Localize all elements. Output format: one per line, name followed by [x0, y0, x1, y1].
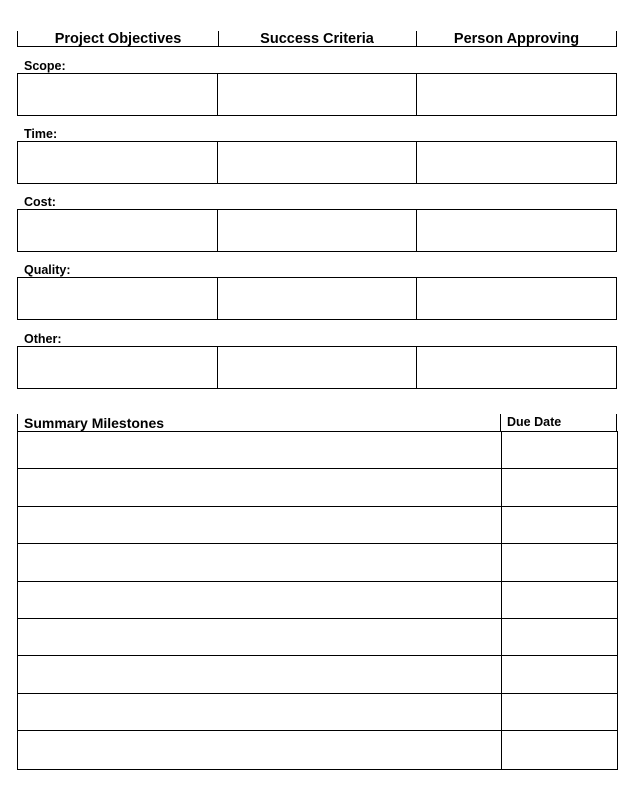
- due-date-cell[interactable]: [502, 544, 617, 580]
- milestone-cell[interactable]: [18, 656, 502, 692]
- due-date-cell[interactable]: [502, 731, 617, 768]
- category-label-time: Time:: [24, 127, 58, 141]
- milestone-row: [18, 582, 617, 619]
- milestone-row: [18, 619, 617, 656]
- milestone-cell[interactable]: [18, 507, 502, 543]
- cost-objective-cell[interactable]: [18, 210, 218, 251]
- cost-criteria-cell[interactable]: [218, 210, 417, 251]
- milestone-cell[interactable]: [18, 469, 502, 505]
- milestone-row: [18, 731, 617, 768]
- objective-row-scope: [17, 73, 617, 116]
- due-date-cell[interactable]: [502, 619, 617, 655]
- milestone-row: [18, 656, 617, 693]
- milestone-cell[interactable]: [18, 731, 502, 768]
- other-criteria-cell[interactable]: [218, 347, 417, 388]
- other-objective-cell[interactable]: [18, 347, 218, 388]
- objective-row-quality: [17, 277, 617, 320]
- milestones-header-right-rule: [616, 414, 617, 431]
- objective-row-cost: [17, 209, 617, 252]
- quality-criteria-cell[interactable]: [218, 278, 417, 319]
- due-date-cell[interactable]: [502, 694, 617, 730]
- milestone-row: [18, 507, 617, 544]
- other-approver-cell[interactable]: [417, 347, 616, 388]
- milestone-cell[interactable]: [18, 544, 502, 580]
- milestone-cell[interactable]: [18, 694, 502, 730]
- header-project-objectives: Project Objectives: [17, 31, 219, 47]
- category-label-quality: Quality:: [24, 263, 71, 277]
- milestone-row: [18, 544, 617, 581]
- milestone-row: [18, 432, 617, 469]
- header-success-criteria: Success Criteria: [218, 31, 417, 47]
- time-objective-cell[interactable]: [18, 142, 218, 183]
- category-label-cost: Cost:: [24, 195, 56, 209]
- category-label-scope: Scope:: [24, 59, 66, 73]
- objective-row-time: [17, 141, 617, 184]
- due-date-cell[interactable]: [502, 656, 617, 692]
- milestone-cell[interactable]: [18, 432, 502, 468]
- category-label-other: Other:: [24, 332, 62, 346]
- scope-approver-cell[interactable]: [417, 74, 616, 115]
- due-date-cell[interactable]: [502, 582, 617, 618]
- objective-row-other: [17, 346, 617, 389]
- milestone-row: [18, 694, 617, 731]
- quality-objective-cell[interactable]: [18, 278, 218, 319]
- due-date-cell[interactable]: [502, 507, 617, 543]
- milestone-cell[interactable]: [18, 619, 502, 655]
- scope-objective-cell[interactable]: [18, 74, 218, 115]
- time-approver-cell[interactable]: [417, 142, 616, 183]
- milestones-table: [17, 431, 618, 770]
- due-date-header: Due Date: [507, 415, 562, 429]
- cost-approver-cell[interactable]: [417, 210, 616, 251]
- scope-criteria-cell[interactable]: [218, 74, 417, 115]
- milestones-header-mid-rule: [500, 414, 501, 431]
- milestone-row: [18, 469, 617, 506]
- milestone-cell[interactable]: [18, 582, 502, 618]
- due-date-cell[interactable]: [502, 469, 617, 505]
- milestones-header-left-rule: [17, 414, 18, 431]
- header-person-approving: Person Approving: [417, 31, 617, 47]
- due-date-cell[interactable]: [502, 432, 617, 468]
- milestones-title: Summary Milestones: [24, 415, 165, 431]
- milestones-header: [17, 414, 617, 431]
- time-criteria-cell[interactable]: [218, 142, 417, 183]
- quality-approver-cell[interactable]: [417, 278, 616, 319]
